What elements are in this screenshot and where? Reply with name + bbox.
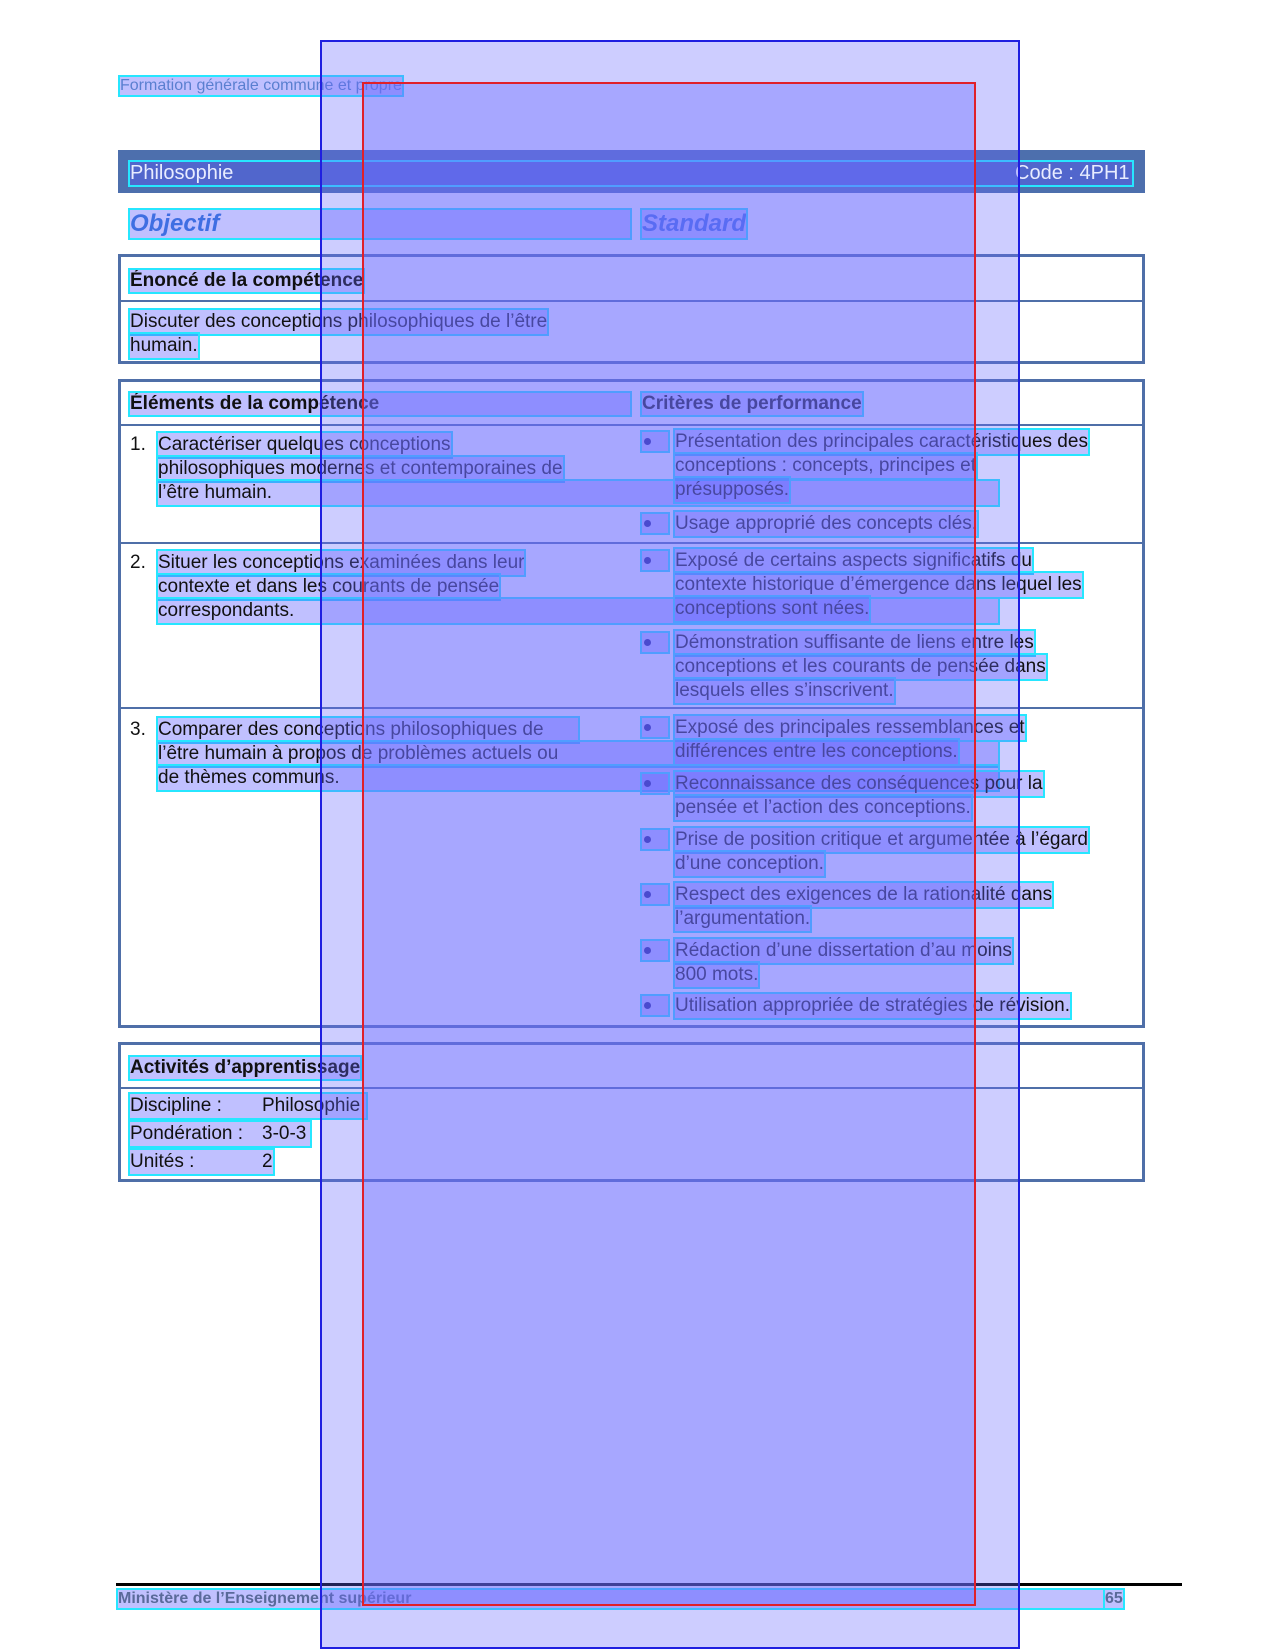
element-line: de thèmes communs. (158, 766, 998, 790)
criterion-line: d’une conception. (675, 853, 824, 874)
element-line: contexte et dans les courants de pensée (158, 576, 500, 597)
enonce-title: Énoncé de la compétence (130, 270, 364, 291)
subject-name: Philosophie (130, 162, 1132, 185)
element-line: l’être humain à propos de problèmes actuels ou (158, 742, 998, 766)
activites-label: Discipline : (130, 1095, 222, 1116)
element-number: 3. (130, 719, 146, 740)
element-number: 1. (130, 434, 146, 455)
criterion-line: Prise de position critique et argumentée à l’égard (675, 829, 1088, 850)
criterion-line: Respect des exigences de la rationalité dans (675, 884, 1053, 905)
activites-label: Pondération : (130, 1123, 244, 1144)
activites-value: Philosophie (262, 1095, 361, 1116)
criterion-line: Exposé des principales ressemblances et (675, 717, 1025, 738)
element-line: Caractériser quelques conceptions (158, 434, 451, 455)
criterion-line: conceptions sont nées. (675, 598, 870, 619)
enonce-line: humain. (130, 335, 198, 356)
element-line: correspondants. (158, 599, 998, 623)
activites-label: Unités : (130, 1151, 195, 1172)
criterion-line: Utilisation appropriée de stratégies de révision. (675, 995, 1070, 1016)
element-number: 2. (130, 552, 146, 573)
element-line: philosophiques modernes et contemporaines de (158, 458, 563, 479)
criterion-line: Usage approprié des concepts clés. (675, 513, 978, 534)
element-line: Comparer des conceptions philosophiques de (158, 718, 578, 742)
criterion-line: différences entre les conceptions. (675, 741, 958, 762)
criterion-line: 800 mots. (675, 964, 759, 985)
criterion-line: conceptions et les courants de pensée dans (675, 656, 1046, 677)
elements-col-right-header: Critères de performance (642, 393, 862, 414)
enonce-line: Discuter des conceptions philosophiques de l’être (130, 311, 548, 332)
criterion-line: l’argumentation. (675, 908, 811, 929)
criterion-line: Exposé de certains aspects significatifs du (675, 550, 1032, 571)
footer-ministry: Ministère de l’Enseignement supérieur (118, 1590, 1103, 1608)
running-head: Formation générale commune et propre (120, 77, 402, 94)
criterion-line: conceptions : concepts, principes et (675, 455, 977, 476)
element-line: Situer les conceptions examinées dans leur (158, 552, 525, 573)
criterion-line: Reconnaissance des conséquences pour la (675, 773, 1043, 794)
criterion-line: contexte historique d’émergence dans lequel les (675, 574, 1082, 595)
element-line: l’être humain. (158, 481, 998, 505)
objectif-heading: Objectif (130, 210, 630, 238)
standard-heading: Standard (642, 210, 747, 237)
criterion-line: Présentation des principales caractéristiques des (675, 431, 1088, 452)
criterion-line: Rédaction d’une dissertation d’au moins (675, 940, 1012, 961)
criterion-line: lesquels elles s’inscrivent. (675, 680, 894, 701)
criterion-line: pensée et l’action des conceptions. (675, 797, 971, 818)
activites-row (130, 1122, 310, 1146)
activites-row (130, 1150, 273, 1174)
footer-page-number: 65 (1105, 1590, 1123, 1607)
selection-overlay-inner (362, 82, 976, 1606)
subject-code: Code : 4PH1 (1015, 162, 1130, 184)
activites-value: 3-0-3 (262, 1123, 307, 1144)
criterion-line: Démonstration suffisante de liens entre les (675, 632, 1034, 653)
criterion-line: présupposés. (675, 479, 790, 500)
activites-value: 2 (262, 1151, 273, 1172)
elements-col-left-header: Éléments de la compétence (130, 393, 630, 415)
activites-title: Activités d’apprentissage (130, 1057, 361, 1078)
